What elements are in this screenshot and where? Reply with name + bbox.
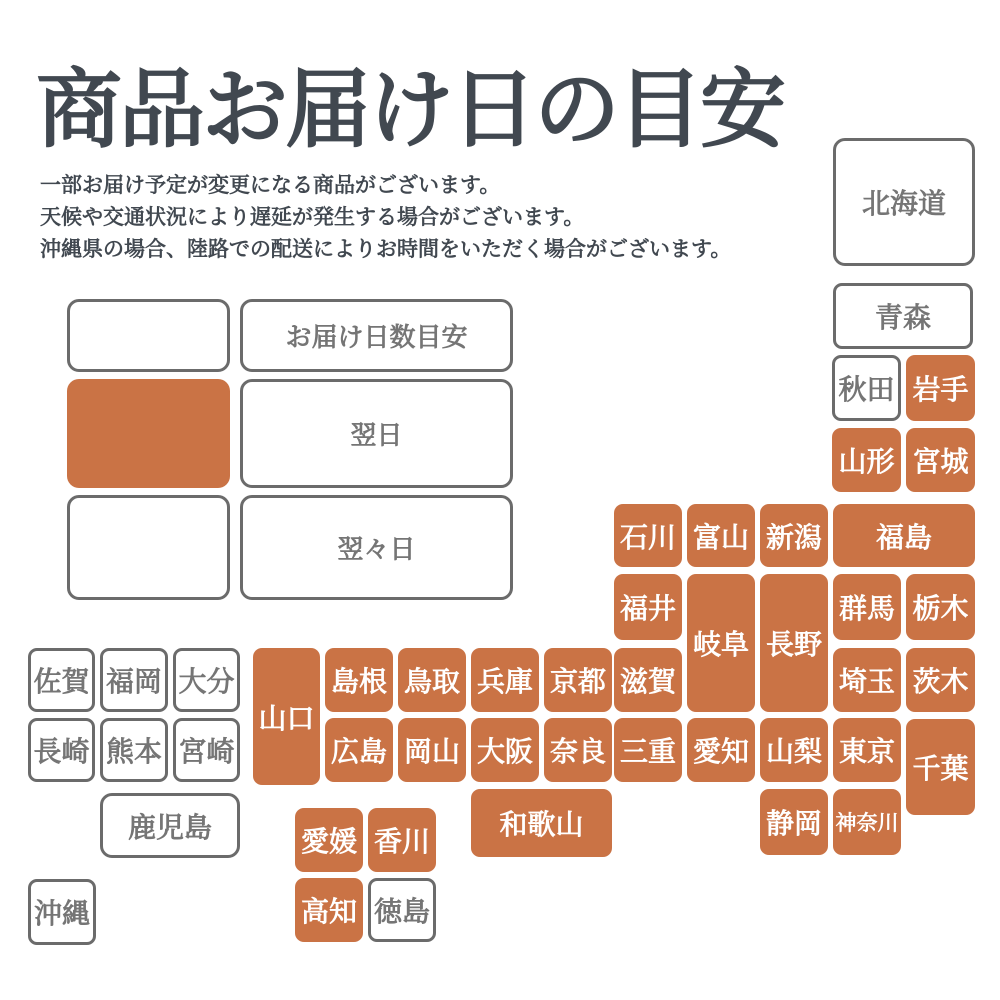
pref-niigata: 新潟: [760, 504, 828, 567]
legend-swatch-blank: [67, 299, 230, 372]
pref-saga: 佐賀: [28, 648, 95, 712]
pref-tochigi: 栃木: [906, 574, 975, 640]
pref-hiroshima: 広島: [325, 718, 393, 782]
pref-gifu: 岐阜: [687, 574, 755, 712]
pref-ibaraki: 茨木: [906, 648, 975, 712]
pref-oita: 大分: [173, 648, 240, 712]
pref-kochi: 高知: [295, 878, 363, 942]
pref-tokushima: 徳島: [368, 878, 436, 942]
pref-shimane: 島根: [325, 648, 393, 712]
pref-kyoto: 京都: [544, 648, 612, 712]
legend-swatch-day-after-next: [67, 495, 230, 600]
pref-iwate: 岩手: [906, 355, 975, 421]
pref-miyazaki: 宮崎: [173, 718, 240, 782]
note-line: 沖縄県の場合、陸路での配送によりお時間をいただく場合がございます。: [40, 238, 732, 261]
page-title: 商品お届け日の目安: [36, 62, 783, 158]
note-line: 一部お届け予定が変更になる商品がございます。: [40, 174, 501, 197]
pref-yamanashi: 山梨: [760, 718, 828, 782]
legend-label-day-after-next: 翌々日: [240, 495, 513, 600]
pref-tokyo: 東京: [833, 718, 901, 782]
legend-swatch-next-day: [67, 379, 230, 488]
pref-osaka: 大阪: [471, 718, 539, 782]
pref-nagano: 長野: [760, 574, 828, 712]
pref-wakayama: 和歌山: [471, 789, 612, 857]
pref-fukui: 福井: [614, 574, 682, 640]
pref-okinawa: 沖縄: [28, 879, 96, 945]
pref-saitama: 埼玉: [833, 648, 901, 712]
pref-ishikawa: 石川: [614, 504, 682, 567]
pref-toyama: 富山: [687, 504, 755, 567]
pref-shizuoka: 静岡: [760, 789, 828, 855]
legend-label-next-day: 翌日: [240, 379, 513, 488]
pref-tottori: 鳥取: [398, 648, 466, 712]
pref-yamagata: 山形: [832, 428, 901, 492]
pref-kanagawa: 神奈川: [833, 789, 901, 855]
pref-yamaguchi: 山口: [253, 648, 320, 785]
pref-shiga: 滋賀: [614, 648, 682, 712]
pref-okayama: 岡山: [398, 718, 466, 782]
pref-fukuoka: 福岡: [100, 648, 168, 712]
pref-nagasaki: 長崎: [28, 718, 95, 782]
pref-mie: 三重: [614, 718, 682, 782]
pref-hyogo: 兵庫: [471, 648, 539, 712]
pref-fukushima: 福島: [833, 504, 975, 567]
pref-aomori: 青森: [833, 283, 973, 349]
pref-hokkaido: 北海道: [833, 138, 975, 266]
pref-aichi: 愛知: [687, 718, 755, 782]
pref-ehime: 愛媛: [295, 808, 363, 872]
pref-nara: 奈良: [544, 718, 612, 782]
pref-kagawa: 香川: [368, 808, 436, 872]
notes-block: [40, 170, 731, 266]
pref-kumamoto: 熊本: [100, 718, 168, 782]
pref-miyagi: 宮城: [906, 428, 975, 492]
note-line: 天候や交通状況により遅延が発生する場合がございます。: [40, 206, 585, 229]
legend-header: お届け日数目安: [240, 299, 513, 372]
pref-akita: 秋田: [832, 355, 901, 421]
pref-gunma: 群馬: [833, 574, 901, 640]
pref-chiba: 千葉: [906, 719, 975, 815]
pref-kagoshima: 鹿児島: [100, 793, 240, 858]
